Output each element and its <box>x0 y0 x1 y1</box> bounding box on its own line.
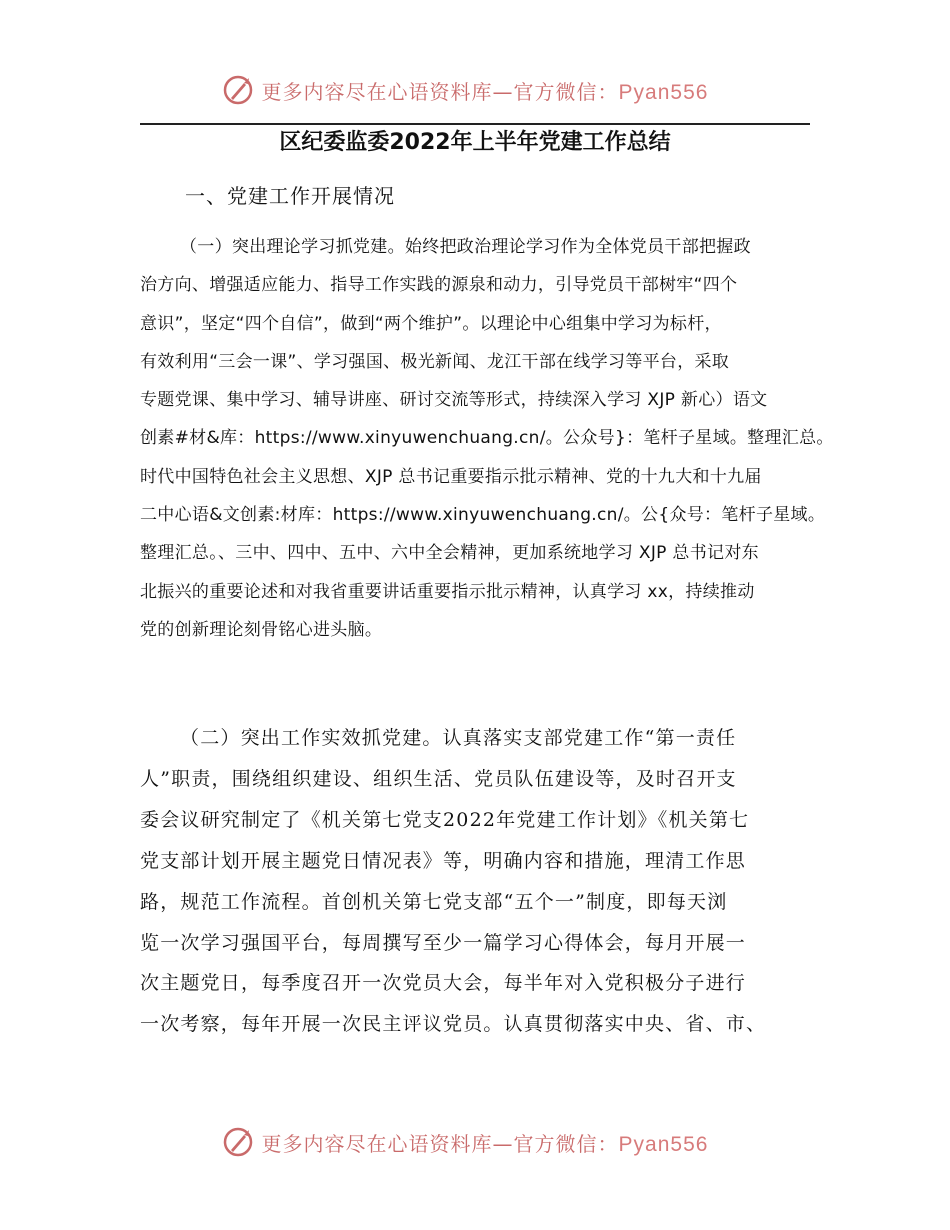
text-line: 意识”，坚定“四个自信”，做到“两个维护”。以理论中心组集中学习为标杆， <box>140 313 722 334</box>
text-line: 创素#材&库：https://www.xinyuwenchuang.cn/。公众号}：笔杆子星域。整理汇总。 <box>140 428 834 449</box>
text-line: 一次考察，每年开展一次民主评议党员。认真贯彻落实中央、省、市、 <box>140 1013 767 1036</box>
text-line: 览一次学习强国平台，每周撰写至少一篇学习心得体会，每月开展一 <box>140 931 747 954</box>
text-line: 北振兴的重要论述和对我省重要讲话重要指示批示精神，认真学习 xx，持续推动 <box>140 581 755 602</box>
text-line: 有效利用“三会一课”、学习强国、极光新闻、龙江干部在线学习等平台，采取 <box>140 351 730 372</box>
watermark-banner-bottom <box>0 1120 950 1164</box>
text-line: 次主题党日，每季度召开一次党员大会，每半年对入党积极分子进行 <box>140 972 747 995</box>
paragraph-work-effectiveness <box>140 718 810 1045</box>
text-line: （一）突出理论学习抓党建。始终把政治理论学习作为全体党员干部把握政 <box>180 237 751 257</box>
text-line: 委会议研究制定了《机关第七党支2022年党建工作计划》《机关第七 <box>140 808 750 831</box>
watermark-banner-top <box>0 68 950 112</box>
watermark-text: 更多内容尽在心语资料库—官方微信：Pyan556 <box>261 1131 709 1156</box>
text-line: 人”职责，围绕组织建设、组织生活、党员队伍建设等，及时召开支 <box>140 767 737 790</box>
header-rule <box>140 123 810 125</box>
text-line: 党支部计划开展主题党日情况表》等，明确内容和措施，理清工作思 <box>140 849 747 872</box>
text-line: 治方向、增强适应能力、指导工作实践的源泉和动力，引导党员干部树牢“四个 <box>140 275 738 296</box>
wechat-id: Pyan556 <box>618 80 709 104</box>
text-line: 整理汇总。、三中、四中、五中、六中全会精神，更加系统地学习 XJP 总书记对东 <box>140 543 759 564</box>
quill-logo-icon <box>222 1126 254 1158</box>
paragraph-theory-study <box>140 228 834 649</box>
text-line: 党的创新理论刻骨铭心进头脑。 <box>140 619 383 640</box>
text-line: 专题党课、集中学习、辅导讲座、研讨交流等形式，持续深入学习 XJP 新心）语文 <box>140 390 768 411</box>
page-title: 区纪委监委2022年上半年党建工作总结 <box>279 130 671 155</box>
text-line: 二中心语&文创素:材库：https://www.xinyuwenchuang.cn/。公{众号：笔杆子星域。 <box>140 505 826 526</box>
text-line: 时代中国特色社会主义思想、XJP 总书记重要指示批示精神、党的十九大和十九届 <box>140 466 762 487</box>
section-heading: 一、党建工作开展情况 <box>185 184 395 208</box>
watermark-text: 更多内容尽在心语资料库—官方微信：Pyan556 <box>261 79 709 104</box>
wechat-id: Pyan556 <box>618 1132 709 1156</box>
text-line: （二）突出工作实效抓党建。认真落实支部党建工作“第一责任 <box>180 727 737 749</box>
quill-logo-icon <box>222 74 254 106</box>
text-line: 路，规范工作流程。首创机关第七党支部“五个一”制度，即每天浏 <box>140 890 728 913</box>
